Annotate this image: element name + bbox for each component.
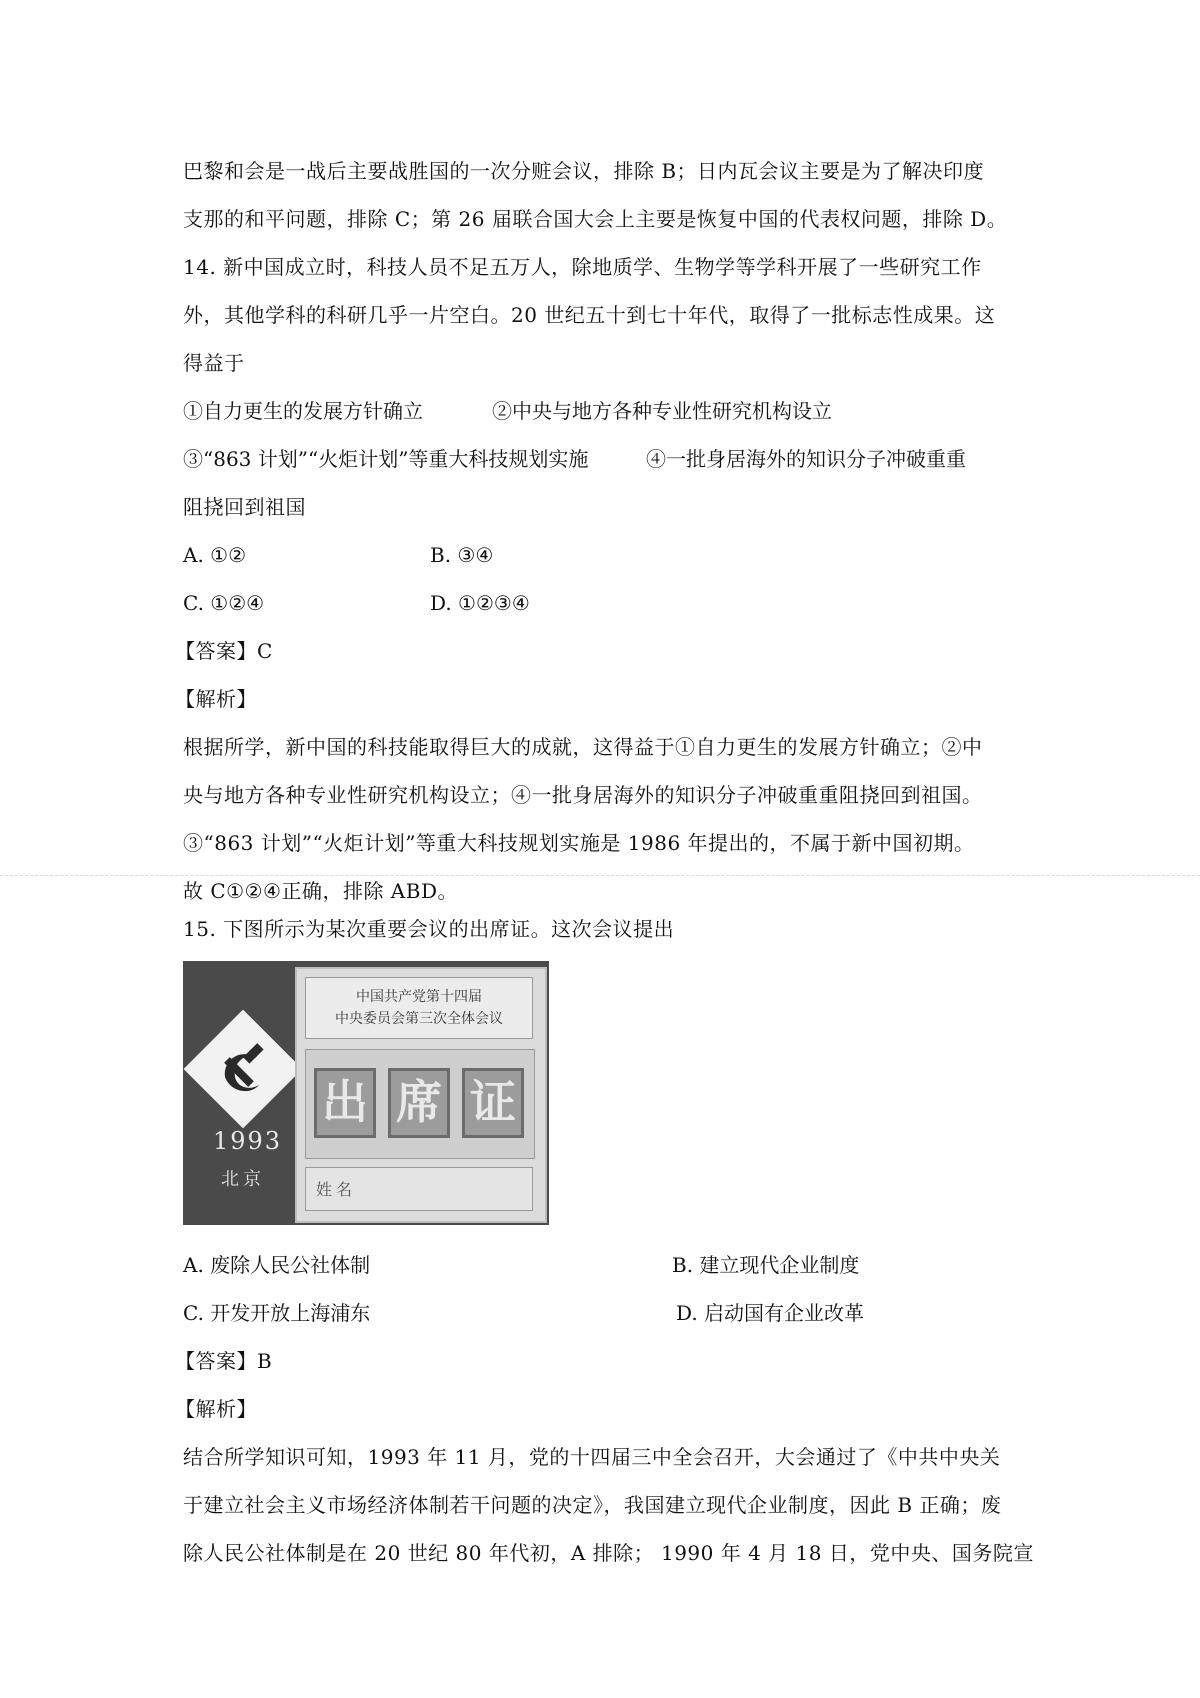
q14-option-a: A. ①② bbox=[183, 543, 247, 567]
attendance-pass-image bbox=[183, 961, 549, 1225]
q14-item-3: ③“863 计划”“火炬计划”等重大科技规划实施 bbox=[183, 447, 589, 471]
q14-answer: 【答案】C bbox=[175, 639, 273, 663]
q15-option-d: D. 启动国有企业改革 bbox=[676, 1301, 865, 1325]
q14-item-2: ②中央与地方各种专业性研究机构设立 bbox=[492, 399, 832, 423]
pass-label-box bbox=[305, 1049, 535, 1159]
pass-char-1: 出 bbox=[314, 1068, 376, 1138]
pass-title-line-2: 中央委员会第三次全体会议 bbox=[335, 1011, 503, 1027]
q15-option-a: A. 废除人民公社体制 bbox=[183, 1253, 371, 1277]
pass-city: 北京 bbox=[221, 1169, 265, 1190]
q15-answer: 【答案】B bbox=[175, 1349, 273, 1373]
page-divider bbox=[0, 875, 1200, 876]
q15-option-b: B. 建立现代企业制度 bbox=[672, 1253, 860, 1277]
q14-stem-line-1: 14. 新中国成立时，科技人员不足五万人，除地质学、生物学等学科开展了一些研究工作 bbox=[183, 255, 982, 279]
q15-stem: 15. 下图所示为某次重要会议的出席证。这次会议提出 bbox=[183, 917, 675, 941]
q14-option-c: C. ①②④ bbox=[183, 591, 265, 615]
hammer-sickle-icon bbox=[205, 1031, 281, 1107]
q14-explanation-line-4: 故 C①②④正确，排除 ABD。 bbox=[183, 879, 458, 903]
pass-left-panel bbox=[183, 961, 293, 1225]
q14-explanation-line-1: 根据所学，新中国的科技能取得巨大的成就，这得益于①自力更生的发展方针确立；②中 bbox=[183, 735, 983, 759]
q15-option-c: C. 开发开放上海浦东 bbox=[183, 1301, 371, 1325]
q14-item-4-cont: 阻挠回到祖国 bbox=[183, 495, 306, 519]
q14-option-b: B. ③④ bbox=[430, 543, 494, 567]
q15-explanation-line-1: 结合所学知识可知，1993 年 11 月，党的十四届三中全会召开，大会通过了《中共中央关 bbox=[183, 1445, 1001, 1469]
prev-explanation-line-1: 巴黎和会是一战后主要战胜国的一次分赃会议，排除 B；日内瓦会议主要是为了解决印度 bbox=[183, 159, 985, 183]
q14-explanation-line-3: ③“863 计划”“火炬计划”等重大科技规划实施是 1986 年提出的，不属于新中国初期。 bbox=[183, 831, 975, 855]
q14-explanation-line-2: 央与地方各种专业性研究机构设立；④一批身居海外的知识分子冲破重重阻挠回到祖国。 bbox=[183, 783, 983, 807]
pass-year: 1993 bbox=[213, 1127, 283, 1155]
pass-title-line-1: 中国共产党第十四届 bbox=[356, 989, 482, 1005]
q14-item-4: ④一批身居海外的知识分子冲破重重 bbox=[646, 447, 966, 471]
q14-analysis-label: 【解析】 bbox=[175, 687, 257, 711]
pass-char-3: 证 bbox=[462, 1068, 524, 1138]
pass-name-field: 姓名 bbox=[305, 1167, 533, 1211]
pass-right-panel bbox=[295, 967, 547, 1223]
prev-explanation-line-2: 支那的和平问题，排除 C；第 26 届联合国大会上主要是恢复中国的代表权问题，排除 D。 bbox=[183, 207, 1008, 231]
pass-title-box bbox=[305, 977, 533, 1039]
q14-item-1: ①自力更生的发展方针确立 bbox=[183, 399, 423, 423]
q14-option-d: D. ①②③④ bbox=[430, 591, 530, 615]
q14-stem-line-3: 得益于 bbox=[183, 351, 245, 375]
q14-stem-line-2: 外，其他学科的科研几乎一片空白。20 世纪五十到七十年代，取得了一批标志性成果。这 bbox=[183, 303, 996, 327]
pass-char-2: 席 bbox=[388, 1068, 450, 1138]
q15-explanation-line-3: 除人民公社体制是在 20 世纪 80 年代初，A 排除； 1990 年 4 月 18 日，党中央、国务院宣 bbox=[183, 1541, 1034, 1565]
q15-explanation-line-2: 于建立社会主义市场经济体制若干问题的决定》，我国建立现代企业制度，因此 B 正确；废 bbox=[183, 1493, 1002, 1517]
q15-analysis-label: 【解析】 bbox=[175, 1397, 257, 1421]
